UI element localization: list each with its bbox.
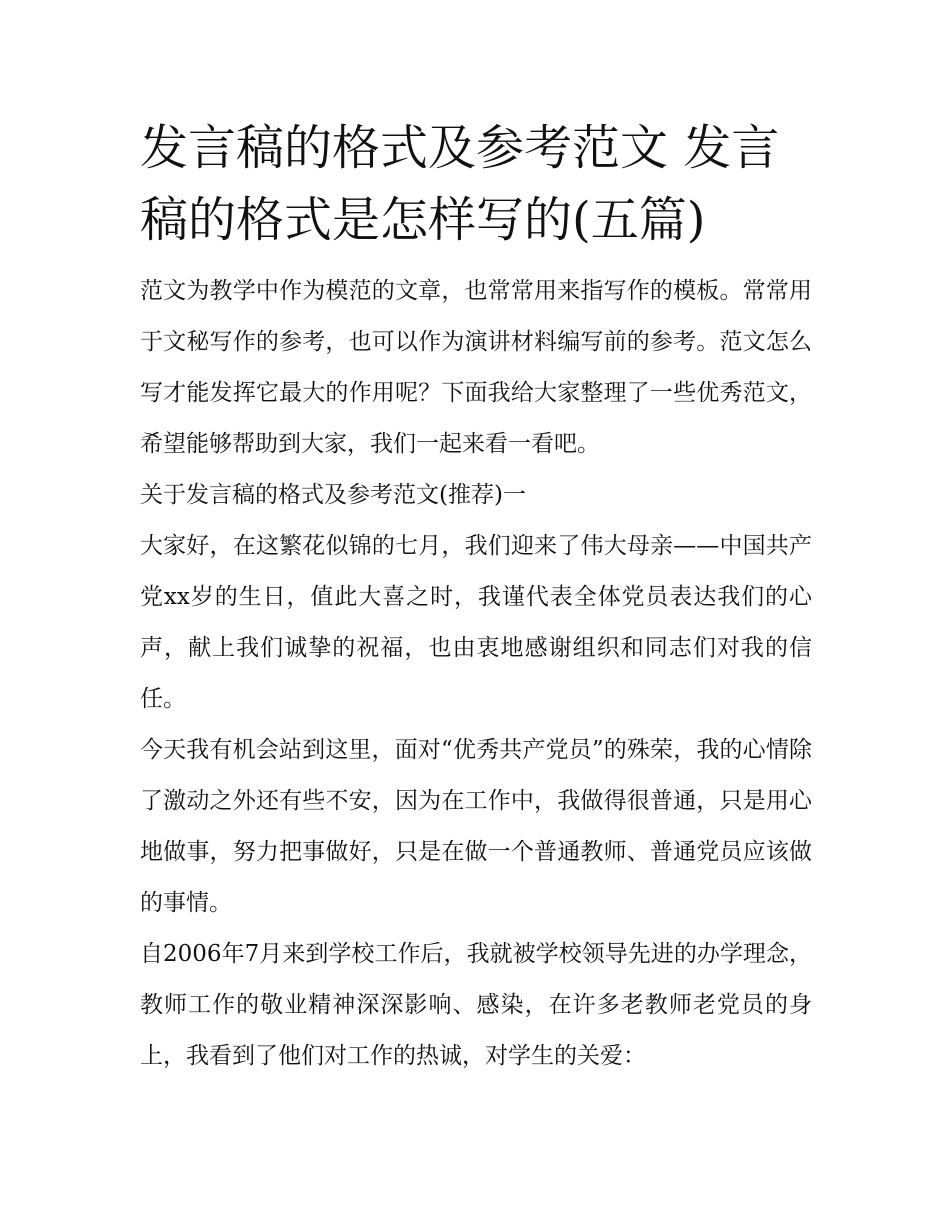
body-paragraph: 今天我有机会站到这里，面对“优秀共产党员”的殊荣，我的心情除了激动之外还有些不安，因为在工作中，我做得很普通，只是用心地做事，努力把事做好，只是在做一个普通教师、普通党员应该做的事情。 — [140, 737, 812, 916]
document-body — [140, 112, 812, 1082]
body-paragraph: 大家好，在这繁花似锦的七月，我们迎来了伟大母亲——中国共产党xx岁的生日，值此大喜之时，我谨代表全体党员表达我们的心声，献上我们诚挚的祝福，也由衷地感谢组织和同志们对我的信任。 — [140, 533, 812, 712]
body-paragraph: 自2006年7月来到学校工作后，我就被学校领导先进的办学理念，教师工作的敬业精神深深影响、感染，在许多老教师老党员的身上，我看到了他们对工作的热诚，对学生的关爱： — [140, 941, 812, 1069]
intro-paragraph: 范文为教学中作为模范的文章，也常常用来指写作的模板。常常用于文秘写作的参考，也可以作为演讲材料编写前的参考。范文怎么写才能发挥它最大的作用呢？下面我给大家整理了一些优秀范文，希望能够帮助到大家，我们一起来看一看吧。 — [140, 278, 812, 457]
document-title: 发言稿的格式及参考范文 发言稿的格式是怎样写的(五篇) — [140, 120, 780, 248]
section-heading: 关于发言稿的格式及参考范文(推荐)一 — [140, 482, 526, 508]
